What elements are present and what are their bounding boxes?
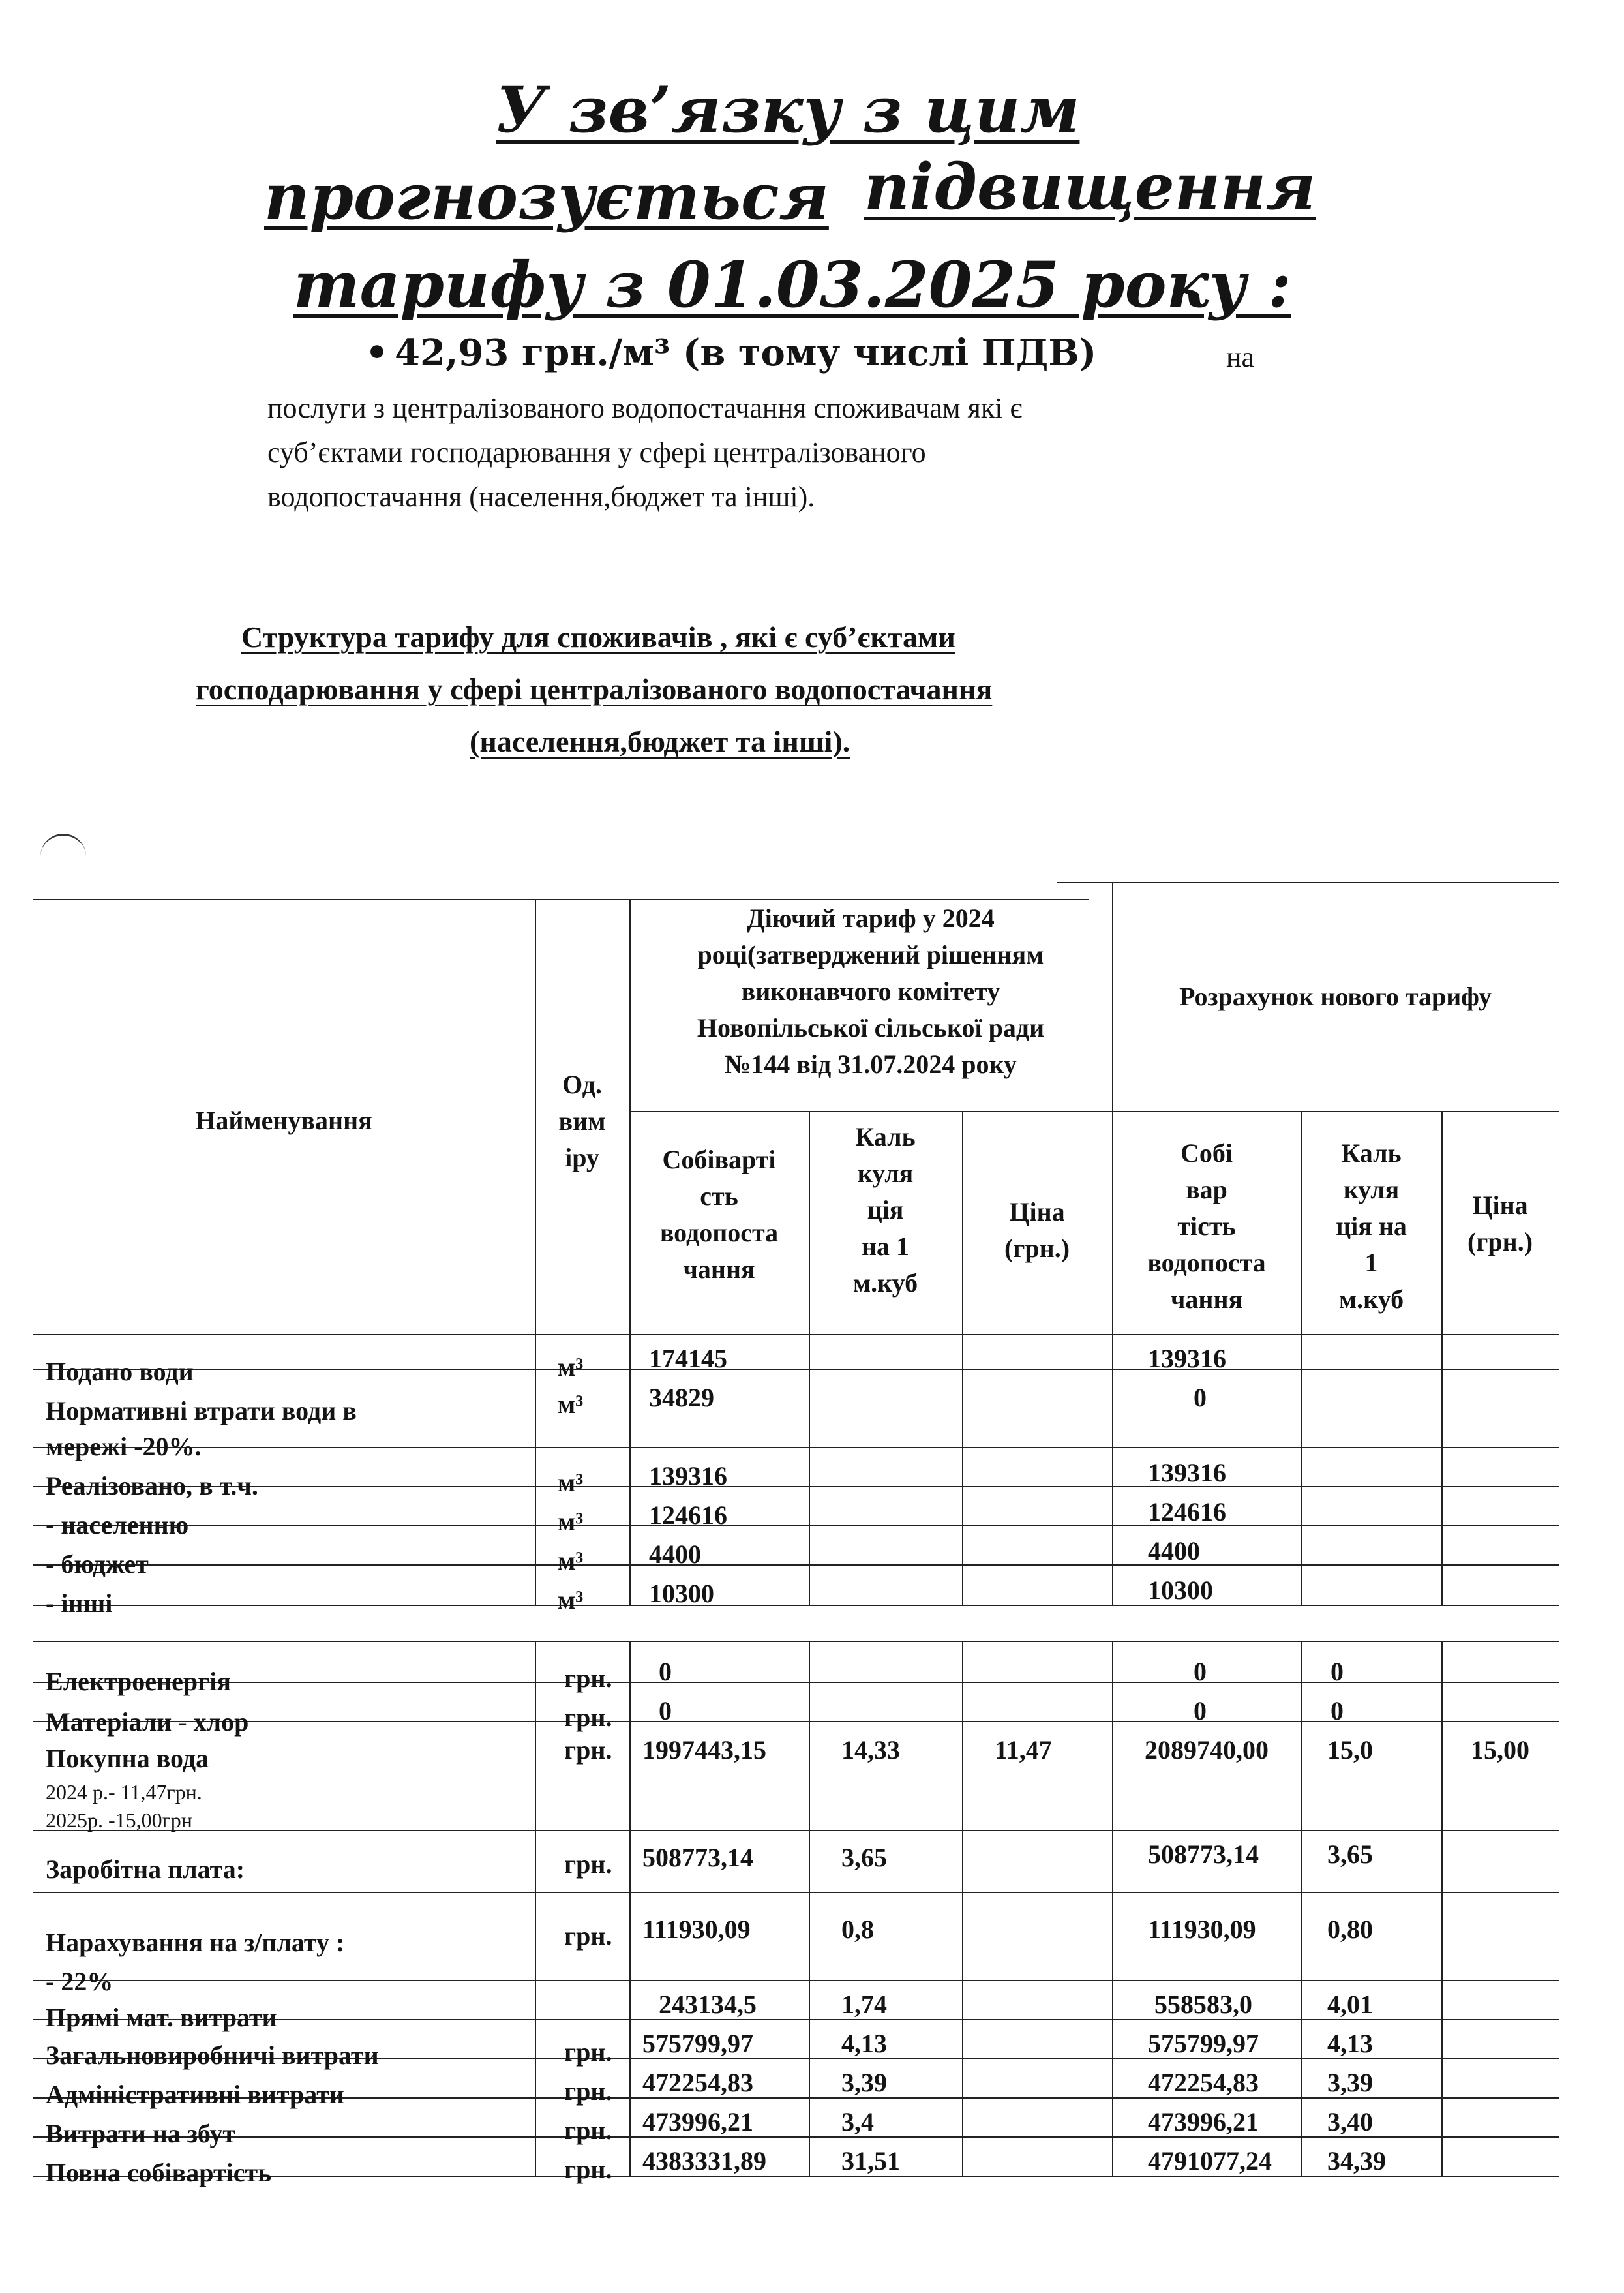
row-unit: грн. [564, 1663, 612, 1693]
heading-line-3: тарифу з 01.03.2025 року : [293, 248, 1291, 322]
header-price: Ціна (грн.) [1004, 1197, 1070, 1263]
row-new-cost: 10300 [1148, 1575, 1213, 1605]
tariff-bullet: • [365, 331, 389, 374]
row-name: - населенню [46, 1510, 189, 1540]
row-new-cost: 111930,09 [1148, 1915, 1256, 1944]
row-new-calc: 3,40 [1327, 2107, 1373, 2136]
row-new-calc: 4,01 [1327, 1990, 1373, 2019]
row-name: Загальновиробничі витрати [46, 2041, 379, 2070]
row-calc: 3,39 [841, 2068, 887, 2097]
row-calc: 4,13 [841, 2029, 887, 2058]
row-unit: м³ [558, 1507, 584, 1536]
row-name-cont: мережі -20%. [46, 1432, 202, 1461]
row-cost: 139316 [649, 1461, 727, 1491]
tariff-desc-3: водопостачання (населення,бюджет та інші). [267, 481, 815, 513]
heading-line-2a: прогнозується [264, 160, 829, 234]
row-new-cost: 0 [1194, 1696, 1207, 1725]
heading-line-2b: підвищення [864, 150, 1316, 224]
row-new-cost: 508773,14 [1148, 1840, 1259, 1869]
row-cost: 174145 [649, 1344, 727, 1373]
row-calc: 3,65 [841, 1843, 887, 1872]
row-note: 2025р. -15,00грн [46, 1808, 192, 1832]
row-unit: грн. [564, 2155, 612, 2184]
row-unit: грн. [564, 2037, 612, 2067]
row-cost: 1997443,15 [642, 1735, 766, 1765]
row-cost: 575799,97 [642, 2029, 753, 2058]
row-name-cont: - 22% [46, 1967, 113, 1996]
row-new-calc: 0,80 [1327, 1915, 1373, 1944]
row-cost: 34829 [649, 1383, 714, 1412]
header-current-tariff: Діючий тариф у 2024 році(затверджений рішенням виконавчого комітету Новопільської сільської ради №144 від 31.07.2024 року [697, 904, 1045, 1079]
row-cost: 508773,14 [642, 1843, 753, 1872]
row-name: Нарахування на з/плату : [46, 1928, 345, 1957]
row-name: Нормативні втрати води в [46, 1396, 357, 1425]
row-unit: грн. [564, 1735, 612, 1765]
row-new-cost: 139316 [1148, 1458, 1226, 1487]
header-new-tariff: Розрахунок нового тарифу [1179, 982, 1492, 1011]
row-unit: м³ [558, 1468, 584, 1497]
row-new-calc: 3,39 [1327, 2068, 1373, 2097]
row-cost: 473996,21 [642, 2107, 753, 2136]
row-calc: 31,51 [841, 2146, 900, 2176]
row-price: 11,47 [995, 1735, 1052, 1765]
row-calc: 3,4 [841, 2107, 874, 2136]
row-name: - бюджет [46, 1549, 149, 1579]
tariff-value: 42,93 грн./м³ (в тому числі ПДВ) [395, 331, 1097, 374]
row-cost: 243134,5 [659, 1990, 757, 2019]
structure-title-3: (населення,бюджет та інші). [470, 725, 850, 758]
row-calc: 0,8 [841, 1915, 874, 1944]
row-unit: грн. [564, 1849, 612, 1879]
row-new-cost: 0 [1194, 1657, 1207, 1686]
heading-line-1: У зв’язку з цим [496, 73, 1080, 147]
row-name: Витрати на збут [46, 2119, 236, 2148]
row-name: Повна собівартість [46, 2158, 272, 2187]
row-new-calc: 15,0 [1327, 1735, 1373, 1765]
row-unit: грн. [564, 1703, 612, 1732]
structure-title-2: господарювання у сфері централізованого водопостачання [196, 673, 993, 706]
row-unit: грн. [564, 1921, 612, 1951]
row-unit: грн. [564, 2116, 612, 2145]
row-cost: 111930,09 [642, 1915, 751, 1944]
row-new-calc: 0 [1331, 1696, 1344, 1725]
row-name: Адміністративні витрати [46, 2080, 344, 2109]
scan-mark [40, 834, 86, 862]
row-name: - інші [46, 1588, 113, 1618]
row-name: Покупна вода [46, 1744, 209, 1773]
header-calc: Каль куля ція на 1 м.куб [852, 1122, 918, 1298]
row-unit: м³ [558, 1585, 584, 1615]
row-new-cost: 473996,21 [1148, 2107, 1259, 2136]
row-new-calc: 3,65 [1327, 1840, 1373, 1869]
row-cost: 472254,83 [642, 2068, 753, 2097]
row-calc: 1,74 [841, 1990, 887, 2019]
row-unit: грн. [564, 2076, 612, 2106]
row-cost: 4383331,89 [642, 2146, 766, 2176]
row-cost: 124616 [649, 1500, 727, 1530]
header-new-calc: Каль куля ція на 1 м.куб [1336, 1138, 1407, 1314]
row-cost: 10300 [649, 1579, 714, 1608]
header-cost: Собіварті сть водопоста чання [659, 1145, 779, 1284]
tariff-desc-2: суб’єктами господарювання у сфері централізованого [267, 436, 926, 468]
header-name: Найменування [195, 1106, 372, 1135]
header-new-cost: Собі вар тість водопоста чання [1147, 1138, 1266, 1314]
structure-title-1: Структура тарифу для споживачів , які є суб’єктами [241, 620, 955, 654]
row-name: Матеріали - хлор [46, 1707, 249, 1737]
header-new-price: Ціна (грн.) [1467, 1191, 1533, 1256]
row-new-cost: 4400 [1148, 1536, 1200, 1566]
row-new-cost: 558583,0 [1154, 1990, 1252, 2019]
row-cost: 0 [659, 1657, 672, 1686]
row-calc: 14,33 [841, 1735, 900, 1765]
row-new-cost: 139316 [1148, 1344, 1226, 1373]
header-unit: Од. вим іру [558, 1070, 606, 1172]
row-note: 2024 р.- 11,47грн. [46, 1780, 202, 1804]
row-new-cost: 575799,97 [1148, 2029, 1259, 2058]
row-new-cost: 0 [1194, 1383, 1207, 1412]
row-name: Прямі мат. витрати [46, 2003, 277, 2032]
row-unit: м³ [558, 1352, 584, 1382]
row-new-calc: 34,39 [1327, 2146, 1386, 2176]
row-new-cost: 472254,83 [1148, 2068, 1259, 2097]
row-name: Заробітна плата: [46, 1855, 245, 1884]
row-name: Подано води [46, 1357, 194, 1386]
row-unit: м³ [558, 1389, 584, 1419]
row-unit: м³ [558, 1546, 584, 1575]
row-cost: 4400 [649, 1540, 701, 1569]
row-cost: 0 [659, 1696, 672, 1725]
tariff-desc-1: послуги з централізованого водопостачання споживачам які є [267, 392, 1023, 424]
row-name: Реалізовано, в т.ч. [46, 1471, 258, 1500]
row-name: Електроенергія [46, 1667, 232, 1696]
row-new-cost: 124616 [1148, 1497, 1226, 1526]
row-new-cost: 4791077,24 [1148, 2146, 1272, 2176]
row-new-price: 15,00 [1471, 1735, 1529, 1765]
row-new-calc: 4,13 [1327, 2029, 1373, 2058]
row-new-cost: 2089740,00 [1145, 1735, 1269, 1765]
tariff-na: на [1226, 341, 1255, 373]
row-new-calc: 0 [1331, 1657, 1344, 1686]
